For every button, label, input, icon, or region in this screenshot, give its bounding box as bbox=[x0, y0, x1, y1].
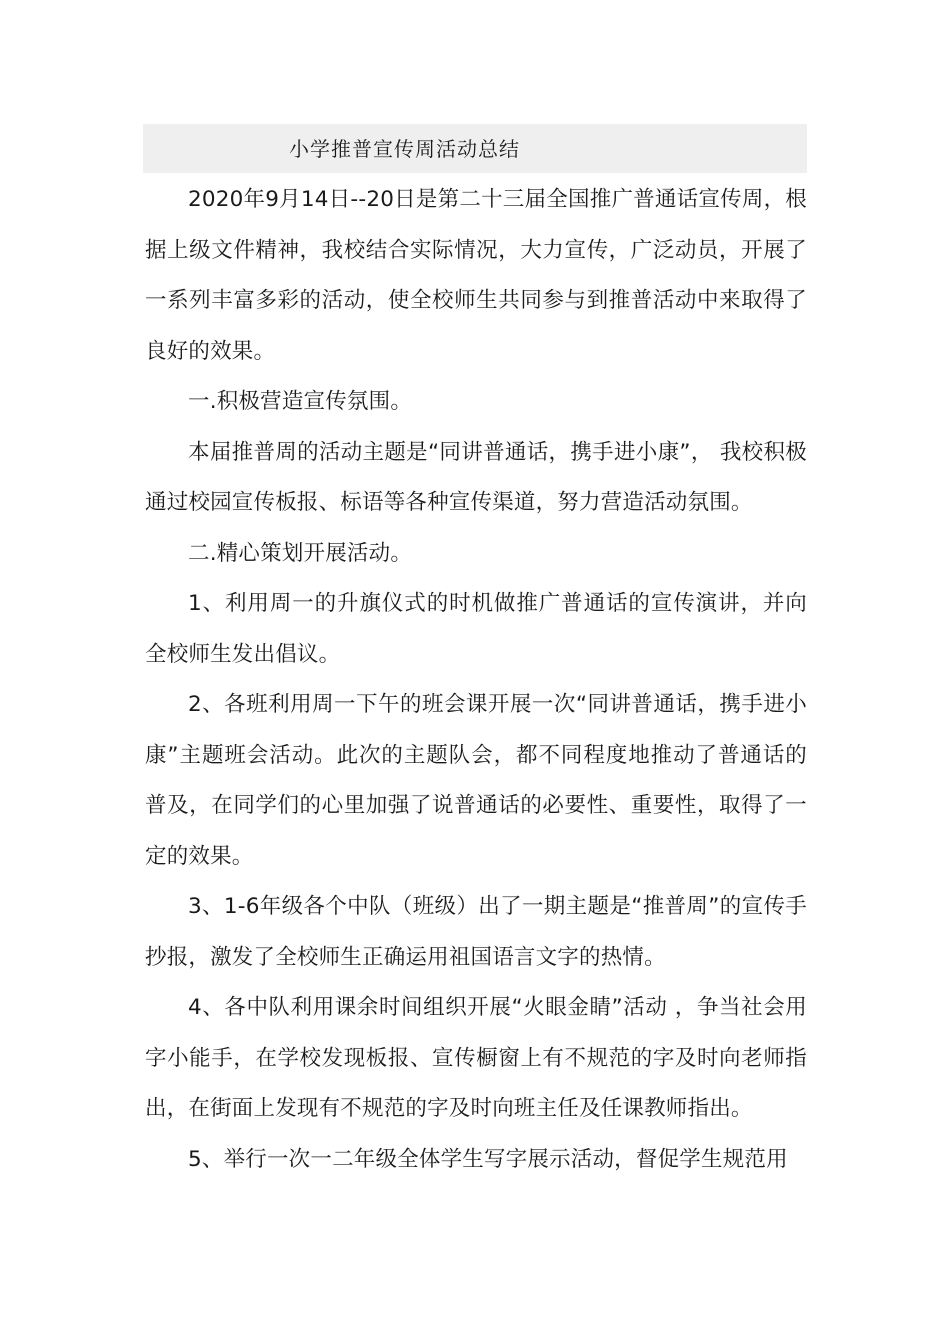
paragraph-intro: 2020年9月14日--20日是第二十三届全国推广普通话宣传周，根据上级文件精神，我校结合实际情况，大力宣传，广泛动员，开展了一系列丰富多彩的活动，使全校师生共同参与到推普活动中来取得了良好的效果。 bbox=[145, 187, 807, 364]
document-title: 小学推普宣传周活动总结 bbox=[289, 137, 520, 161]
title-bar bbox=[143, 124, 807, 173]
section-heading-2: 二.精心策划开展活动。 bbox=[188, 540, 413, 566]
list-item-5: 5、举行一次一二年级全体学生写字展示活动，督促学生规范用 bbox=[188, 1146, 788, 1172]
list-item-3: 3、1-6年级各个中队（班级）出了一期主题是“推普周”的宣传手抄报，激发了全校师生正确运用祖国语言文字的热情。 bbox=[145, 894, 807, 970]
list-item-1: 1、利用周一的升旗仪式的时机做推广普通话的宣传演讲，并向全校师生发出倡议。 bbox=[145, 591, 807, 667]
document-body bbox=[145, 175, 807, 1185]
section-heading-1: 一.积极营造宣传氛围。 bbox=[188, 389, 413, 414]
list-item-4: 4、各中队利用课余时间组织开展“火眼金睛”活动 ，争当社会用字小能手，在学校发现板报、宣传橱窗上有不规范的字及时向老师指出，在街面上发现有不规范的字及时向班主任及任课教师指出。 bbox=[145, 995, 807, 1121]
paragraph-theme: 本届推普周的活动主题是“同讲普通话，携手进小康”， 我校积极通过校园宣传板报、标语等各种宣传渠道，努力营造活动氛围。 bbox=[145, 439, 807, 515]
list-item-2: 2、各班利用周一下午的班会课开展一次“同讲普通话，携手进小康”主题班会活动。此次的主题队会，都不同程度地推动了普通话的普及，在同学们的心里加强了说普通话的必要性、重要性，取得了一定的效果。 bbox=[145, 692, 807, 869]
